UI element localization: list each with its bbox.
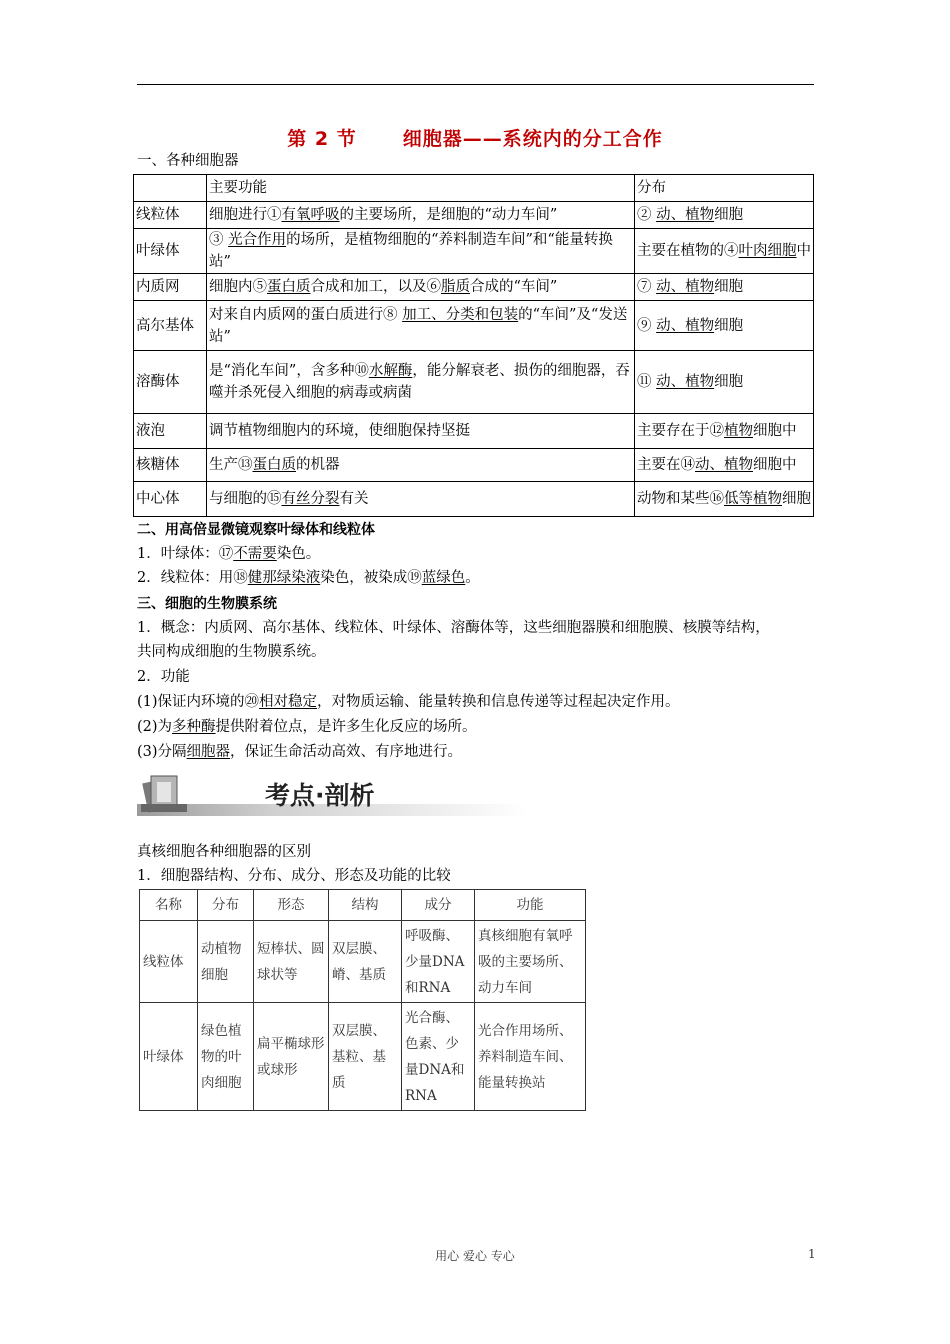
section-number: 第 2 节 [287,128,357,150]
organelle-distribution: ⑦ 动、植物细胞 [635,274,814,301]
subheading: 1．细胞器结构、分布、成分、形态及功能的比较 [137,868,451,884]
organelle-distribution: 主要存在于⑫植物细胞中 [635,414,814,449]
banner-text: 考点·剖析 [265,781,375,810]
header-cell: 结构 [329,890,402,921]
list-item: (2)为多种酶提供附着位点，是许多生化反应的场所。 [137,719,477,735]
page-number: 1 [808,1247,816,1261]
list-item: 2．线粒体：用⑱健那绿染液染色，被染成⑲蓝绿色。 [137,570,480,586]
organelle-name: 线粒体 [134,202,207,229]
list-item: 1．叶绿体：⑰不需要染色。 [137,546,321,562]
organelle-function: 调节植物细胞内的环境，使细胞保持坚挺 [207,414,635,449]
organelle-name: 核糖体 [134,449,207,482]
heading-microscope: 二、用高倍显微镜观察叶绿体和线粒体 [137,522,375,538]
table-cell: 绿色植物的叶肉细胞 [198,1003,254,1111]
organelle-name: 内质网 [134,274,207,301]
organelle-function: 生产⑬蛋白质的机器 [207,449,635,482]
table-cell: 线粒体 [140,921,198,1003]
list-item: (3)分隔细胞器，保证生命活动高效、有序地进行。 [137,744,463,760]
organelle-function: 对来自内质网的蛋白质进行⑧ 加工、分类和包装的“车间”及“发送站” [207,301,635,351]
table-cell: 叶绿体 [140,1003,198,1111]
organelle-distribution: ② 动、植物细胞 [635,202,814,229]
table-row [134,274,814,301]
table-cell: 双层膜、基粒、基质 [329,1003,402,1111]
section-title-text: 细胞器——系统内的分工合作 [402,128,663,150]
header-cell: 功能 [475,890,586,921]
concept-line: 1．概念：内质网、高尔基体、线粒体、叶绿体、溶酶体等，这些细胞器膜和细胞膜、核膜等结构， [137,620,770,636]
organelle-distribution: ⑨ 动、植物细胞 [635,301,814,351]
organelle-function: 细胞内⑤蛋白质合成和加工，以及⑥脂质合成的“车间” [207,274,635,301]
heading-organelles: 一、各种细胞器 [137,153,239,169]
table-cell: 扁平椭球形或球形 [254,1003,329,1111]
organelle-distribution: 主要在植物的④叶肉细胞中 [635,229,814,274]
organelle-function: 细胞进行①有氧呼吸的主要场所，是细胞的“动力车间” [207,202,635,229]
table-cell: 双层膜、嵴、基质 [329,921,402,1003]
table-row [134,414,814,449]
function-heading: 2．功能 [137,669,190,685]
table-header-row [140,890,586,921]
header-cell: 形态 [254,890,329,921]
header-cell [134,175,207,202]
header-cell: 分布 [635,175,814,202]
section-title [0,124,950,151]
table-cell: 呼吸酶、少量DNA和RNA [402,921,475,1003]
comparison-table [139,889,586,1111]
organelle-function: 与细胞的⑮有丝分裂有关 [207,482,635,517]
header-cell: 分布 [198,890,254,921]
footer-motto: 用心 爱心 专心 [435,1249,515,1263]
header-rule [137,84,814,85]
exam-points-banner [137,770,527,822]
organelle-table [133,174,814,517]
organelle-distribution: ⑪ 动、植物细胞 [635,351,814,414]
organelle-distribution: 动物和某些⑯低等植物细胞 [635,482,814,517]
header-cell: 名称 [140,890,198,921]
table-row [134,482,814,517]
table-row [134,301,814,351]
header-cell: 主要功能 [207,175,635,202]
table-row [134,229,814,274]
organelle-name: 溶酶体 [134,351,207,414]
subheading: 真核细胞各种细胞器的区别 [137,844,311,860]
table-row [134,202,814,229]
organelle-name: 高尔基体 [134,301,207,351]
organelle-function: 是“消化车间”，含多种⑩水解酶，能分解衰老、损伤的细胞器，吞噬并杀死侵入细胞的病毒或病菌 [207,351,635,414]
organelle-name: 中心体 [134,482,207,517]
concept-line: 共同构成细胞的生物膜系统。 [137,644,326,660]
table-row [134,351,814,414]
organelle-name: 液泡 [134,414,207,449]
list-item: (1)保证内环境的⑳相对稳定，对物质运输、能量转换和信息传递等过程起决定作用。 [137,694,680,710]
table-cell: 真核细胞有氧呼吸的主要场所、动力车间 [475,921,586,1003]
table-cell: 短棒状、圆球状等 [254,921,329,1003]
table-cell: 光合酶、色素、少量DNA和RNA [402,1003,475,1111]
heading-membrane-system: 三、细胞的生物膜系统 [137,596,277,612]
table-row [134,449,814,482]
organelle-function: ③ 光合作用的场所，是植物细胞的“养料制造车间”和“能量转换站” [207,229,635,274]
table-cell: 动植物细胞 [198,921,254,1003]
table-header-row [134,175,814,202]
organelle-name: 叶绿体 [134,229,207,274]
table-row [140,1003,586,1111]
organelle-distribution: 主要在⑭动、植物细胞中 [635,449,814,482]
table-row [140,921,586,1003]
table-cell: 光合作用场所、养料制造车间、能量转换站 [475,1003,586,1111]
book-stack-icon [141,776,187,813]
header-cell: 成分 [402,890,475,921]
